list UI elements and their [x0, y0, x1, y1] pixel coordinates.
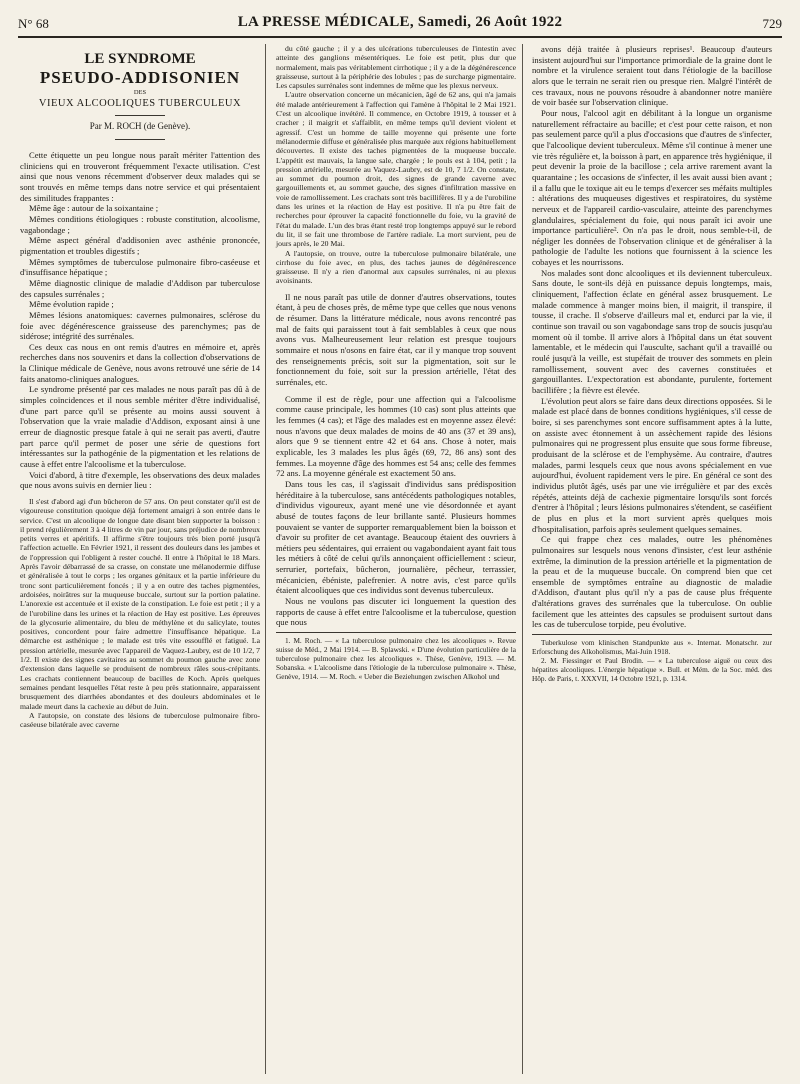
paragraph: Il ne nous paraît pas utile de donner d'autres observations, toutes étant, à peu de choses près, de même type que celles que nous venons de résumer. Dans la littérature médicale, nous avons rencontré pas mal de faits qui paraissent tout à fait semblables à ceux que nous avons vus. Malheureusement leur relation est presque toujours sommaire et nous n'osons en faire état, car il y manque trop souvent des renseignements précis, soit sur la pigmentation, soit sur le fonctionnement du foie, soit sur la pression artérielle, l'état des surrénales, etc.	[276, 291, 516, 387]
page-number: 729	[762, 16, 782, 31]
paragraph: Mêmes conditions étiologiques : robuste constitution, alcoolisme, vagabondage ;	[20, 213, 260, 235]
paragraph-observation: A l'autopsie, on trouve, outre la tuberculose pulmonaire bilatérale, une cirrhose du foie avec, en plus, des taches jaunes de dégénérescence graisseuse. Il n'y a rien d'anormal aux capsules surrénales, ni au plexus avoisinants.	[276, 248, 516, 286]
column-divider	[265, 44, 266, 1074]
paragraph: Mêmes symptômes de tuberculose pulmonaire fibro-caséeuse et d'insuffisance hépatique ;	[20, 256, 260, 278]
paragraph-observation: A l'autopsie, on constate des lésions de tuberculose pulmonaire fibro-caséeuse bilatérale avec caverne	[20, 710, 260, 730]
paragraph-observation: L'autre observation concerne un mécanicien, âgé de 62 ans, qui n'a jamais été malade antérieurement à l'affection qui l'amène à l'hôpital le 2 Mai 1921. C'est un alcoolique invétéré. Il commence, en Octobre 1919, à tousser et à cracher ; il maigrit et s'affaiblit, en même temps qu'il devient violent et agressif. C'est un homme de taille moyenne qui présente une forte mélanodermie diffuse et généralisée plus marquée aux régions habituellement découvertes. Il existe des taches pigmentées de la muqueuse buccale. L'appétit est mauvais, la langue sale, chargée ; le pouls est à 104, petit ; la pression artérielle, mesurée au Vaquez-Laubry, est de 10, 7 1/2. On constate, au sommet du poumon droit, des signes de grande caverne avec gargouillements et, au sommet gauche, des signes d'infiltration massive en voie de ramollissement. Les crachats sont très bacillifères. Il y a de l'urobiline dans les urines et la réaction de Hay est positive. Il n'a pu être fait de recherches pour éprouver la capacité fonctionnelle du foie, vu la gravité de l'état du malade. L'un des bras étant resté trop longtemps appuyé sur le rebord du lit, il se fait une thrombose de l'artère radiale. La mort survient, peu de jours après, le 20 Mai.	[276, 90, 516, 249]
footnote: Tuberkulose vom klinischen Standpunkte aus ». Internat. Monatschr. zur Erforschung des Alkoholismus, Mai-Juin 1918.	[532, 638, 772, 657]
paragraph: Ce qui frappe chez ces malades, outre les phénomènes pulmonaires sur lesquels nous venons d'insister, c'est leur asthénie extrême, la diminution de la pression artérielle et la pigmentation de la peau et de la muqueuse buccale. On comprend bien que cet ensemble de symptômes entraîne au diagnostic de maladie d'Addison, d'autant plus qu'il n'y a pas de cause plus fréquente d'altérations graves des surrénales que la tuberculose. On oublie facilement que les atteintes des capsules se produisent surtout dans les cas de tuberculose torpide, peu évolutive.	[532, 534, 772, 630]
title-rule	[115, 115, 165, 116]
column-2	[276, 44, 516, 681]
header-rule	[18, 36, 782, 38]
article-title-line1: LE SYNDROME	[84, 51, 196, 67]
paragraph: Dans tous les cas, il s'agissait d'individus sans prédisposition héréditaire à la tuberculose, sans antécédents pathologiques notables, d'individus vigoureux, ayant mené une vie désordonnée et ayant abusé de toutes façons de leur brillante santé. Plusieurs hommes pouvaient se vanter de supporter remarquablement bien la boisson et d'avoir su profiter de cet avantage. Beaucoup étaient des ouvriers à métiers peu sédentaires, qui erraient ou vagabondaient ayant fait tous les métiers à côté de celui qu'ils annonçaient officiellement : scieur, serrurier, portefaix, bûcheron, journalière, pêcheur, terrassier, mécanicien, ébéniste, palefrenier. A notre avis, c'est parce qu'ils étaient alcooliques que ces individus sont devenus tuberculeux.	[276, 478, 516, 596]
paragraph: Comme il est de règle, pour une affection qui a l'alcoolisme comme cause principale, les hommes (10 cas) sont plus atteints que les femmes (4 cas); et l'âge des malades est en moyenne assez élevé: nous n'avons que deux malades de moins de 40 ans (37 et 39 ans), alors que 9 se tiennent entre 42 et 64 ans. Chose à noter, mais explicable, les 3 malades les plus âgés (69, 72, 86 ans) sont des femmes. La moyenne d'âge des hommes est 54 ans; celle des femmes 72 ans. La moyenne générale est exactement 50 ans.	[276, 393, 516, 479]
issue-number: N° 68	[18, 16, 49, 31]
paragraph-observation: Il s'est d'abord agi d'un bûcheron de 57 ans. On peut constater qu'il est de vigoureuse constitution quoique déjà fortement amaigri à son entrée dans le service. C'est un alcoolique de longue date disant bien supporter la boisson : il prend régulièrement 3 à 4 litres de vin par jour, sans préjudice de nombreux petits verres et apéritifs. Il affirme s'être toujours très bien porté jusqu'à l'affection actuelle. En Février 1921, il ressent des douleurs dans les jambes et de l'oppression qui l'obligent à rester couché. Il entre à l'hôpital le 18 Mars. Après l'avoir débarrassé de sa crasse, on constate une mélanodermie diffuse et généralisée à tout le corps ; les organes génitaux et la partie inférieure du tronc sont particulièrement foncés ; il y a en outre des taches pigmentées, ardoisées, noirâtres sur la muqueuse buccale, surtout sur la portion palatine. L'anorexie est accentuée et il existe de la constipation. Le foie est petit ; il y a de l'urobiline dans les urines et la réaction de Hay est positive. Les épreuves de la glycosurie alimentaire, du bleu de méthylène et du salicylate, toutes positives, concordent pour faire admettre l'insuffisance hépatique. La démarche est asthénique ; le malade est très vite essoufflé et fatigué. La pression artérielle, mesurée avec l'appareil de Vaquez-Laubry, est de 10 1/2, 7 1/2. Il existe des signes cavitaires au sommet du poumon gauche avec zone d'extension dans laquelle se produisent de nombreux râles sous-crépitants. Les crachats contiennent beaucoup de bacilles de Koch. Après quelques semaines pendant lesquelles l'état reste à peu près stationnaire, apparaissent brusquement des diarrhées abondantes et des douleurs abdominales et le malade meurt dans la cachexie au début de Juin.	[20, 497, 260, 711]
footnote: 2. M. Fiessinger et Paul Brodin. — « La tuberculose aiguë ou ceux des hépatites alcooliques. L'énergie hépatique ». Bull. et Mém. de la Soc. méd. des Hôp. de Paris, t. XXXVII, 14 Octobre 1921, p. 1314.	[532, 656, 772, 684]
column-1	[20, 44, 260, 729]
paragraph: Nous ne voulons pas discuter ici longuement la question des rapports de cause à effet entre l'alcoolisme et la tuberculose, question que nous	[276, 596, 516, 628]
paragraph: Cette étiquette un peu longue nous paraît mériter l'attention des cliniciens qui en trouveront fréquemment l'exacte utilisation. C'est ainsi que nous venons récemment d'observer deux malades qui se sont trouvés en même temps dans notre service et qui présentaient des similitudes frappantes :	[20, 150, 260, 203]
paragraph: Même diagnostic clinique de maladie d'Addison par tuberculose des capsules surrénales ;	[20, 277, 260, 299]
paragraph: Voici d'abord, à titre d'exemple, les observations des deux malades que nous avons suivis en dernier lieu :	[20, 469, 260, 491]
paragraph: Le syndrome présenté par ces malades ne nous paraît pas dû à de simples coïncidences et il nous semble mériter d'être individualisé, d'une part parce qu'il se présente au moins aussi souvent à l'observation que la vraie maladie d'Addison, exposant ainsi à une erreur de diagnostic presque fatale à qui ne serait pas averti, d'autre part parce qu'il permet de poser une série de questions fort intéressantes sur la pathogénie de la pigmentation et les relations de cause à effet entre l'alcoolisme et la tuberculose.	[20, 384, 260, 470]
paragraph: Nos malades sont donc alcooliques et ils deviennent tuberculeux. Sans doute, le sont-ils déjà en puissance depuis longtemps, mais, cliniquement, l'affection éclate en général assez brusquement. Le malade commence à manger moins bien, il maigrit, il transpire, il tousse, il crache. Il s'observe d'ailleurs mal et, endurci par la vie, il continue son travail ou son vagabondage sans trop de soucis jusqu'au moment où il tombe. Il arrive alors à l'hôpital dans un état souvent lamentable, et le médecin qui l'ausculte, sachant qu'il a travaillé ou roulé jusqu'à la veille, est stupéfait de trouver des sommets en plein ramollissement, souvent avec des cavernes constituées et gargouillantes. L'expectoration est abondante, purulente, fortement bacillifère ; la fièvre est élevée.	[532, 267, 772, 395]
paragraph: Même aspect général d'addisonien avec asthénie prononcée, pigmentation et troubles digestifs ;	[20, 235, 260, 256]
article-title-line3: DES	[133, 89, 147, 96]
paragraph: L'évolution peut alors se faire dans deux directions opposées. Si le malade est placé dans de bonnes conditions hygiéniques, s'il cesse de boire, si ses parenchymes sont encore suffisamment aptes à la lutte, on assiste avec étonnement à un assèchement rapide des lésions pulmonaires qui ne progressent plus ensuite que sous forme fibreuse, produisant de la sclérose et de l'emphysème. Au contraire, d'autres malades, parmi lesquels ceux que nous avons spécialement en vue aujourd'hui, évoluent rapidement vers le pire. En général ce sont des individus plutôt âgés, usés par une vie irrégulière et par des excès répétés, atteints déjà de cachexie pigmentaire lorsqu'ils sont forcés d'entrer à l'hôpital ; leurs lésions pulmonaires s'étendent, se caséifient de plus en plus et la mort survient après quelques mois d'hospitalisation, parfois après seulement quelques semaines.	[532, 395, 772, 534]
paragraph-observation: du côté gauche ; il y a des ulcérations tuberculeuses de l'intestin avec atteinte des ganglions mésentériques. Le foie est petit, plus dur que normalement, mais pas véritablement cirrhotique ; il y a de la dégénérescence graisseuse, surtout à la périphérie des lobules ; pas de surcharge pigmentaire. Les capsules surrénales sont indemnes de même que les plexus nerveux.	[276, 44, 516, 91]
page-header	[18, 10, 782, 36]
byline: Par M. ROCH (de Genève).	[89, 121, 191, 131]
journal-title: LA PRESSE MÉDICALE, Samedi, 26 Août 1922	[237, 14, 563, 30]
article-title-line4: VIEUX ALCOOLIQUES TUBERCULEUX	[38, 98, 242, 109]
paragraph: Ces deux cas nous en ont remis d'autres en mémoire et, après recherches dans nos souvenirs et dans la collection d'observations de la Clinique médicale de Genève, nous avons retrouvé une série de 14 faits anatomo-cliniques analogues.	[20, 341, 260, 384]
paragraph: Même évolution rapide ;	[29, 299, 114, 310]
paragraph: Pour nous, l'alcool agit en débilitant à la longue un organisme naturellement réfractaire au bacille; et c'est pour cette raison, et non pas seulement parce qu'il a plus d'occasions que d'autres de s'infecter, que l'alcoolique devient tuberculeux. Même s'il continue à mener une vie très régulière et, la boisson à part, en apparence très hygiénique, il peut devenir la proie de la bacillose ; cela arrive rarement avant la quarantaine ; les occasions de s'infecter, il les avait aussi bien avant ; il a fallu que le toxique ait eu le temps d'exercer ses méfaits multiples : altérations des muqueuses digestives et respiratoires, du système nerveux et de l'appareil cardio-vasculaire, atteinte des parenchymes glandulaires, spécialement du foie, qui nous paraît ici avoir une importance particulière². On n'a pas le droit, nous semble-t-il, de négliger les données de l'observation clinique et de généraliser à la pathologie de l'adulte les notions que fournissent à la science les cobayes et les nourrissons.	[532, 107, 772, 268]
footnote: 1. M. Roch. — « La tuberculose pulmonaire chez les alcooliques ». Revue suisse de Méd., 2 Mai 1914. — B. Splawski. « D'une évolution particulière de la tuberculose pulmonaire chez les alcooliques ». Thèse, Genève, 1913. — M. Sobanska. « L'alcoolisme dans l'étiologie de la tuberculose pulmonaire ». Thèse, Genève, 1914. — M. Roch. « Ueber die Beziehungen zwischen Alkohol und	[276, 636, 516, 682]
title-rule	[115, 139, 165, 140]
paragraph: Mêmes lésions anatomiques: cavernes pulmonaires, sclérose du foie avec dégénérescence graisseuse des parenchymes; pas de sidérose; intégrité des surrénales.	[20, 309, 260, 342]
footnote-rule	[532, 634, 772, 635]
paragraph: avons déjà traitée à plusieurs reprises¹. Beaucoup d'auteurs insistent aujourd'hui sur l'importance primordiale de la graine dont le nombre et la virulence seraient tout dans l'étiologie de la bacillose alors que le terrain ne serait rien ou presque rien. Malgré l'intérêt de ces travaux, nous ne pouvons résoudre à abandonner notre manière de voir basée sur l'observation clinique.	[532, 44, 772, 108]
column-3	[532, 44, 772, 683]
column-divider	[522, 44, 523, 1074]
footnote-rule	[276, 632, 516, 633]
paragraph: Même âge : autour de la soixantaine ;	[29, 203, 159, 214]
article-title-line2: PSEUDO-ADDISONIEN	[39, 68, 241, 87]
